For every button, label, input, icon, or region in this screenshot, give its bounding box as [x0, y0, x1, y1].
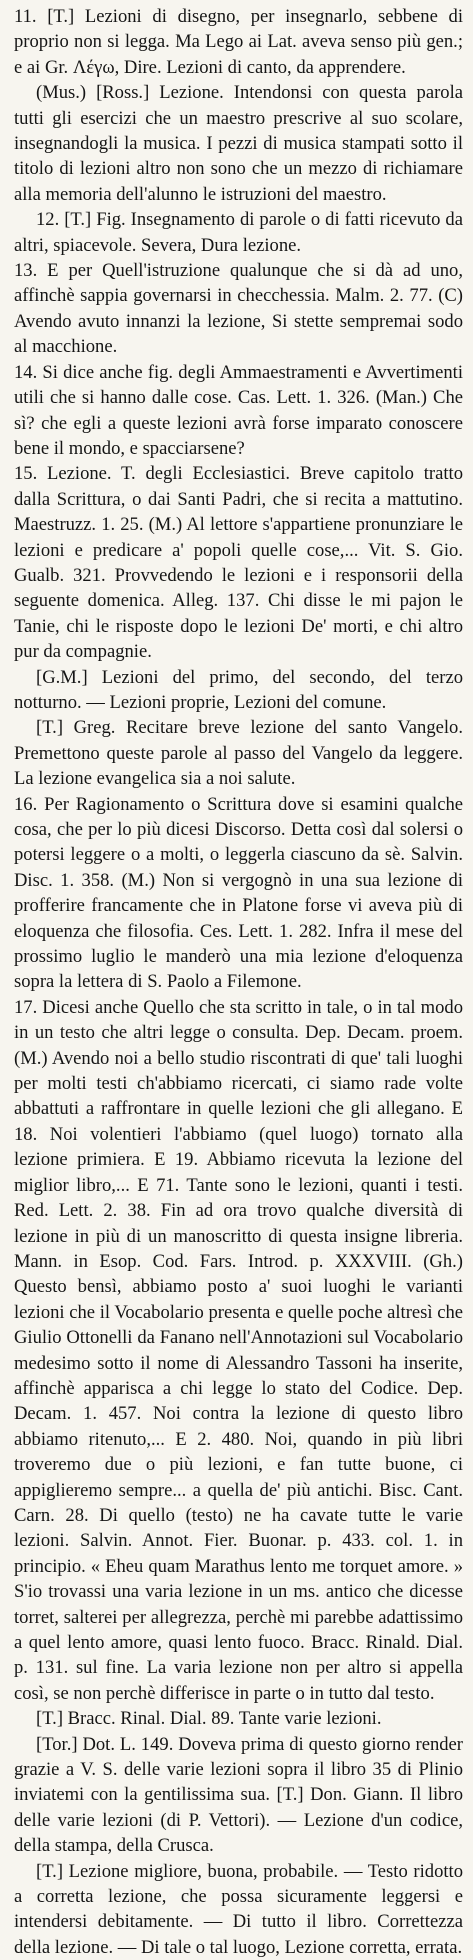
- note-vangelo: [T.] Greg. Recitare breve lezione del santo Vangelo. Premettono queste parole al passo del Vangelo da leggere. La lezione evangelica sia a noi salute.: [14, 717, 463, 790]
- sense-12-figurative: 12. [T.] Fig. Insegnamento di parole o di fatti ricevuto da altri, spiacevole. Severa, Dura lezione.: [14, 209, 463, 256]
- sense-13-istruzione: 13. E per Quell'istruzione qualunque che si dà ad uno, affinchè sappia governarsi in checchessia. Malm. 2. 77. (C) Avendo avuto innanzi la lezione, Si stette sempremai sodo al macchione.: [14, 260, 463, 358]
- sense-14-ammaestramenti: 14. Si dice anche fig. degli Ammaestramenti e Avvertimenti utili che si hanno dalle cose. Cas. Lett. 1. 326. (Man.) Che sì? che egli a queste lezioni avrà forse imparato conoscere bene il mondo, e spacciarsene?: [14, 361, 463, 459]
- note-varie-lezioni: [T.] Bracc. Rinal. Dial. 89. Tante varie lezioni.: [36, 1708, 382, 1730]
- note-lezione-migliore: [T.] Lezione migliore, buona, probabile. — Testo ridotto a corretta lezione, che possa sicuramente leggersi e intendersi debitamente. — Di tutto il libro. Correttezza della lezione. — Di tale o tal luogo, Lezione corretta, errata.: [14, 1860, 463, 1958]
- sense-15-ecclesiastici: 15. Lezione. T. degli Ecclesiastici. Breve capitolo tratto dalla Scrittura, o dai Santi Padri, che si recita a mattutino. Maestruzz. 1. 25. (M.) Al lettore s'appartiene pronunziare le lezioni e predicare a' popoli quelle cose,... Vit. S. Gio. Gualb. 321. Provvedendo le lezioni e i responsorii della seguente domenica. Alleg. 137. Chi disse le mi pajon le Tanie, chi le risposte dopo le lezioni De' morti, e chi altro pur da compagnie.: [14, 463, 463, 663]
- sense-17-testo: 17. Dicesi anche Quello che sta scritto in tale, o in tal modo in un testo che altri legge o consulta. Dep. Decam. proem. (M.) Avendo noi a bello studio riscontrati di que' tali luoghi per molti testi ch'abbiamo ricercati, ci siamo rade volte abbattuti a raffrontare in quelle lezioni che gli allegano. E 18. Noi volentieri l'abbiamo (quel luogo) tornato alla lezione primiera. E 19. Abbiamo ricevuta la lezione del miglior libro,... E 71. Tante sono le lezioni, quanti i testi. Red. Lett. 2. 38. Fin ad ora trovo qualche diversità di lezione in più di un manoscritto di questa insigne libreria. Mann. in Esop. Cod. Fars. Introd. p. XXXVIII. (Gh.) Questo bensì, abbiamo posto a' suoi luoghi le varianti lezioni che il Vocabolario presenta e quelle poche altresì che Giulio Ottonelli da Fanano nell'Annotazioni sul Vocabolario medesimo sotto il nome di Alessandro Tassoni ha inserite, affinchè apparisca a chi legge lo stato del Codice. Dep. Decam. 1. 457. Noi contra la lezione di questo libro abbiamo ritenuto,... E 2. 480. Noi, quando in più libri troveremo due o più lezioni, e fan tutte buone, ci appiglieremo sempre... a quella de' più antichi. Bisc. Cant. Carn. 28. Di quello (testo) ne ha cavate tutte le varie lezioni. Salvin. Annot. Fier. Buonar. p. 433. col. 1. in principio. « Eheu quam Marathus lento me torquet amore. » S'io trovassi una varia lezione in un ms. antico che dicesse torret, salterei per allegrezza, perchè mi parebbe adattissimo a quel lento amore, quasi lento fuoco. Bracc. Rinald. Dial. p. 131. sul fine. La varia lezione non per altro si appella così, se non perchè differisce in parte o in tutto dal testo.: [14, 996, 463, 1704]
- music-note-lezione: (Mus.) [Ross.] Lezione. Intendonsi con questa parola tutti gli esercizi che un maestro prescrive al suo scolare, insegnandogli la musica. I pezzi di musica stampati sotto il titolo di lezioni altro non sono che un mezzo di richiamare alla memoria dell'alunno le istruzioni del maestro.: [14, 82, 463, 205]
- sense-16-ragionamento: 16. Per Ragionamento o Scrittura dove si esamini qualche cosa, che per lo più dicesi Discorso. Detta così dal solersi o potersi leggere o a molti, o leggerla ciascuno da sè. Salvin. Disc. 1. 358. (M.) Non si vergognò in una sua lezione di profferire francamente che in Platone forse vi aveva più di eloquenza che filosofia. Ces. Lett. 1. 282. Infra il mese del prossimo luglio le manderò una mia lezione d'eloquenza sopra la lettera di S. Paolo a Filemone.: [14, 793, 463, 993]
- note-notturno: [G.M.] Lezioni del primo, del secondo, del terzo notturno. — Lezioni proprie, Lezioni del comune.: [14, 666, 463, 713]
- sense-11-lezioni-di-disegno: 11. [T.] Lezioni di disegno, per insegnarlo, sebbene di proprio non si legga. Ma Lego ai Lat. aveva senso più gen.; e ai Gr. Λέγω, Dire. Lezioni di canto, da apprendere.: [14, 6, 463, 78]
- note-plinio: [Tor.] Dot. L. 149. Doveva prima di questo giorno render grazie a V. S. delle varie lezioni sopra il libro 35 di Plinio inviatemi con la gentilissima sua. [T.] Don. Giann. Il libro delle varie lezioni (di P. Vettori). — Lezione d'un codice, della stampa, della Crusca.: [14, 1733, 463, 1857]
